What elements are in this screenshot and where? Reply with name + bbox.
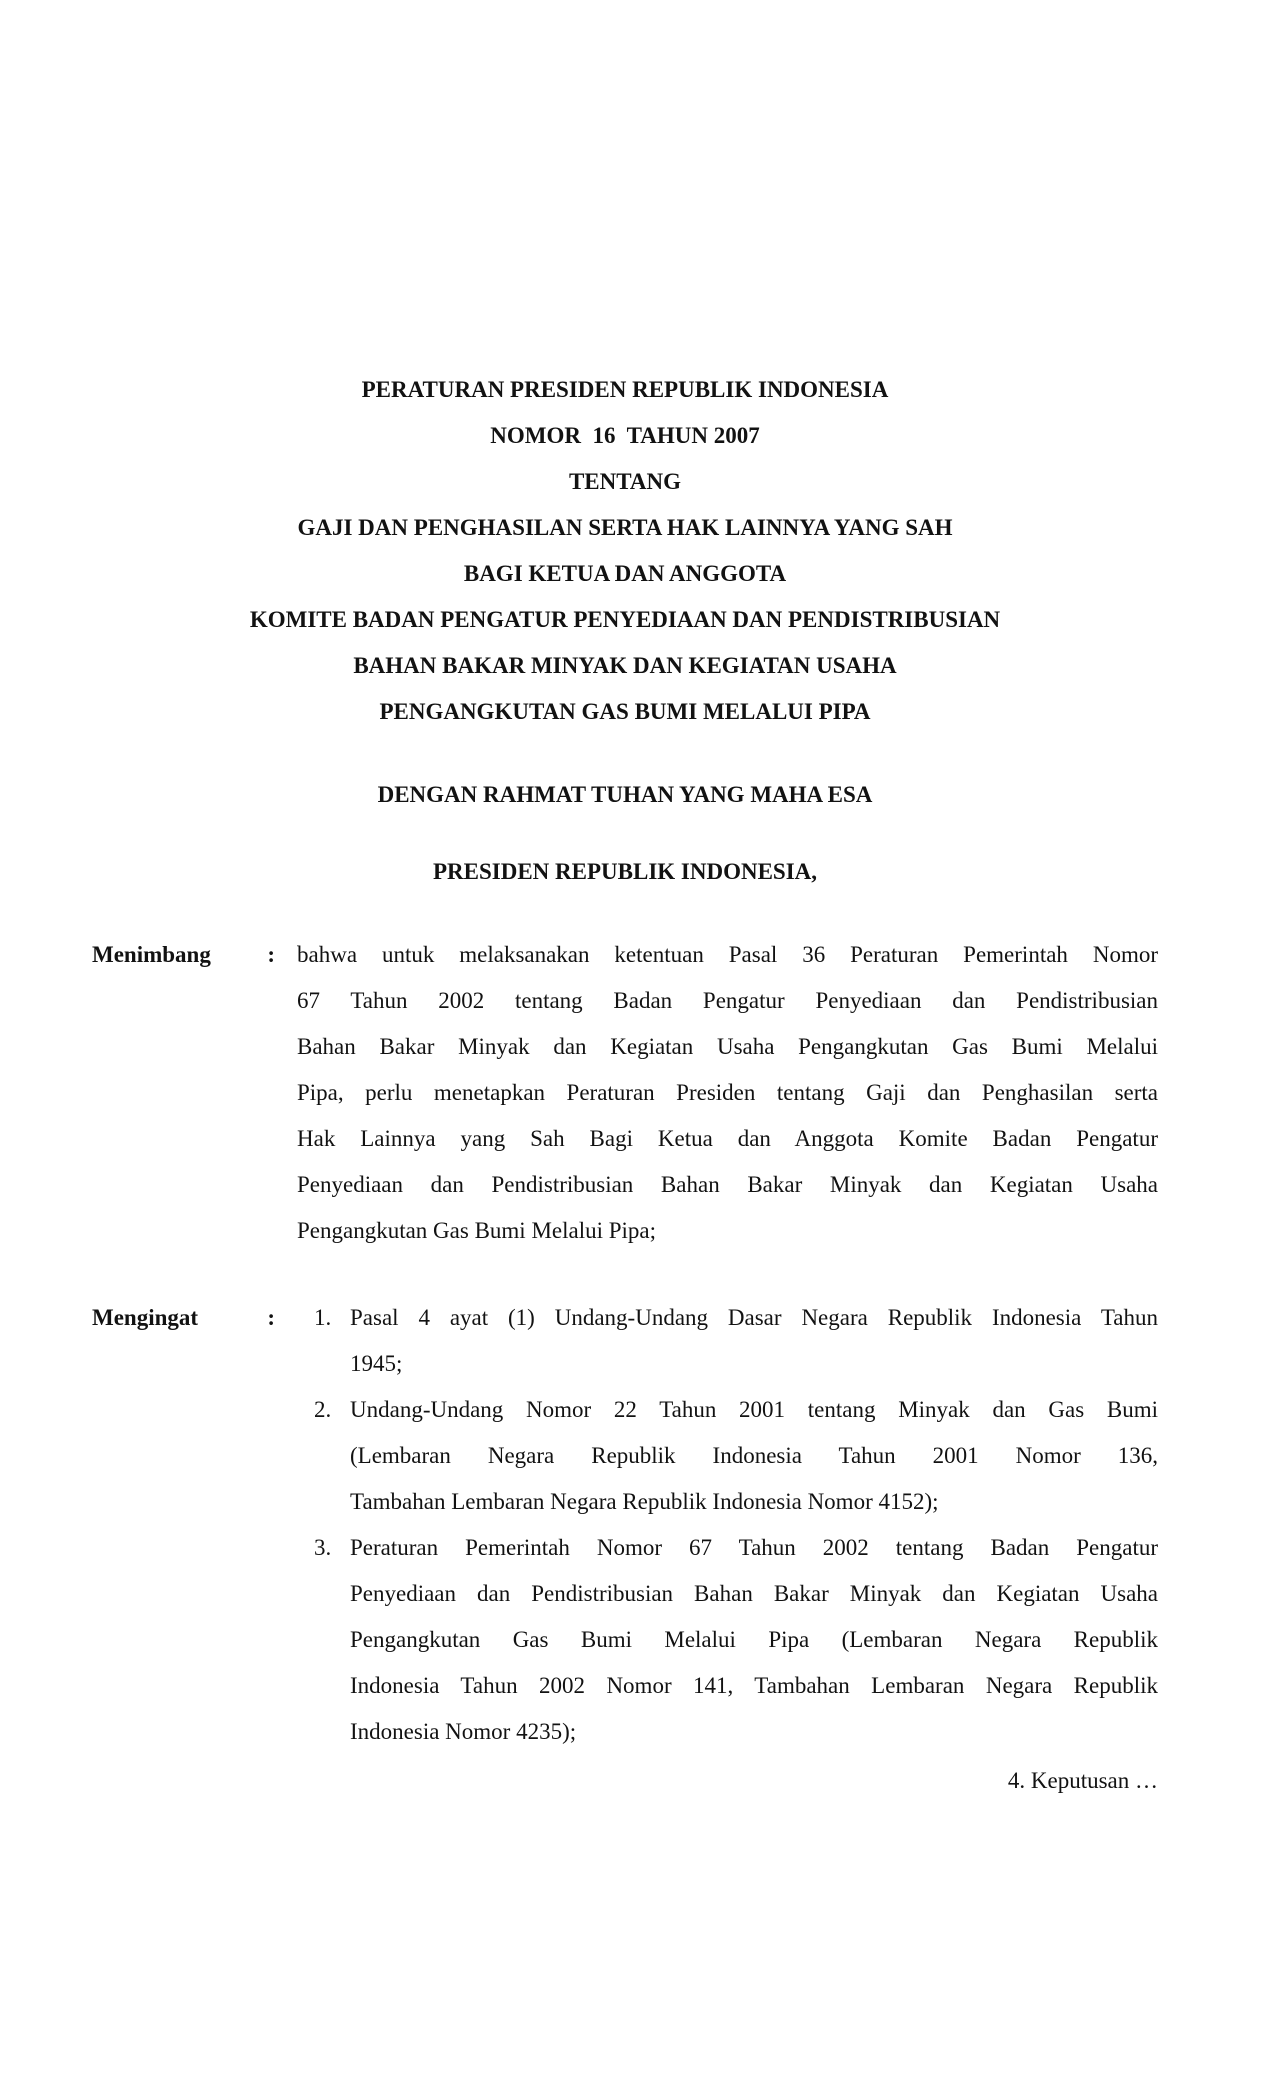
legal-basis-item-1	[297, 1295, 1158, 1387]
item-body	[350, 1525, 1158, 1755]
title-line-subject-5: PENGANGKUTAN GAS BUMI MELALUI PIPA	[379, 699, 871, 724]
item-number: 2.	[314, 1397, 332, 1422]
text-line: bahwa untuk melaksanakan ketentuan Pasal 36 Peraturan Pemerintah Nomor	[297, 942, 1158, 967]
title-line-subject-1: GAJI DAN PENGHASILAN SERTA HAK LAINNYA YANG SAH	[297, 515, 953, 540]
item-body	[350, 1295, 1158, 1387]
legal-basis-item-2	[297, 1387, 1158, 1525]
mengingat-section	[92, 1295, 1158, 1755]
text-line: Penyediaan dan Pendistribusian Bahan Bakar Minyak dan Kegiatan Usaha	[297, 1172, 1158, 1197]
invocation-line: DENGAN RAHMAT TUHAN YANG MAHA ESA	[377, 782, 873, 807]
text-line: 67 Tahun 2002 tentang Badan Pengatur Penyediaan dan Pendistribusian	[297, 988, 1158, 1013]
issuer-line: PRESIDEN REPUBLIK INDONESIA,	[432, 859, 818, 884]
menimbang-colon: :	[267, 942, 275, 967]
text-line: Peraturan Pemerintah Nomor 67 Tahun 2002 tentang Badan Pengatur	[350, 1535, 1158, 1560]
title-line-tentang: TENTANG	[568, 469, 682, 494]
item-number: 1.	[314, 1305, 332, 1330]
catchword: 4. Keputusan …	[1007, 1768, 1158, 1793]
text-line: Undang-Undang Nomor 22 Tahun 2001 tentang Minyak dan Gas Bumi	[350, 1397, 1158, 1422]
document-title	[92, 367, 1158, 735]
item-number: 3.	[314, 1535, 332, 1560]
title-line-regulation: PERATURAN PRESIDEN REPUBLIK INDONESIA	[361, 377, 889, 402]
text-line: 1945;	[350, 1351, 403, 1376]
title-line-number-year: NOMOR 16 TAHUN 2007	[490, 423, 760, 448]
text-line: Penyediaan dan Pendistribusian Bahan Bakar Minyak dan Kegiatan Usaha	[350, 1581, 1158, 1606]
mengingat-colon: :	[267, 1305, 275, 1330]
item-body	[350, 1387, 1158, 1525]
text-line: Indonesia Tahun 2002 Nomor 141, Tambahan Lembaran Negara Republik	[350, 1673, 1158, 1698]
text-line: Tambahan Lembaran Negara Republik Indonesia Nomor 4152);	[350, 1489, 939, 1514]
text-line: Pengangkutan Gas Bumi Melalui Pipa;	[297, 1218, 657, 1243]
title-line-subject-4: BAHAN BAKAR MINYAK DAN KEGIATAN USAHA	[353, 653, 897, 678]
text-line: Pasal 4 ayat (1) Undang-Undang Dasar Negara Republik Indonesia Tahun	[350, 1305, 1158, 1330]
text-line: Pengangkutan Gas Bumi Melalui Pipa (Lembaran Negara Republik	[350, 1627, 1158, 1652]
text-line: Hak Lainnya yang Sah Bagi Ketua dan Anggota Komite Badan Pengatur	[297, 1126, 1158, 1151]
menimbang-label	[92, 932, 275, 978]
title-line-subject-3: KOMITE BADAN PENGATUR PENYEDIAAN DAN PENDISTRIBUSIAN	[249, 607, 1001, 632]
mengingat-label-text: Mengingat	[92, 1305, 199, 1330]
menimbang-paragraph	[297, 932, 1158, 1254]
mengingat-list	[297, 1295, 1158, 1755]
text-line: Pipa, perlu menetapkan Peraturan Presiden tentang Gaji dan Penghasilan serta	[297, 1080, 1158, 1105]
title-line-subject-2: BAGI KETUA DAN ANGGOTA	[463, 561, 787, 586]
menimbang-section	[92, 932, 1158, 1254]
mengingat-label	[92, 1295, 275, 1341]
text-line: Bahan Bakar Minyak dan Kegiatan Usaha Pengangkutan Gas Bumi Melalui	[297, 1034, 1158, 1059]
text-line: Indonesia Nomor 4235);	[350, 1719, 577, 1744]
legal-basis-item-3	[297, 1525, 1158, 1755]
menimbang-label-text: Menimbang	[92, 942, 211, 967]
text-line: (Lembaran Negara Republik Indonesia Tahun 2001 Nomor 136,	[350, 1443, 1158, 1468]
